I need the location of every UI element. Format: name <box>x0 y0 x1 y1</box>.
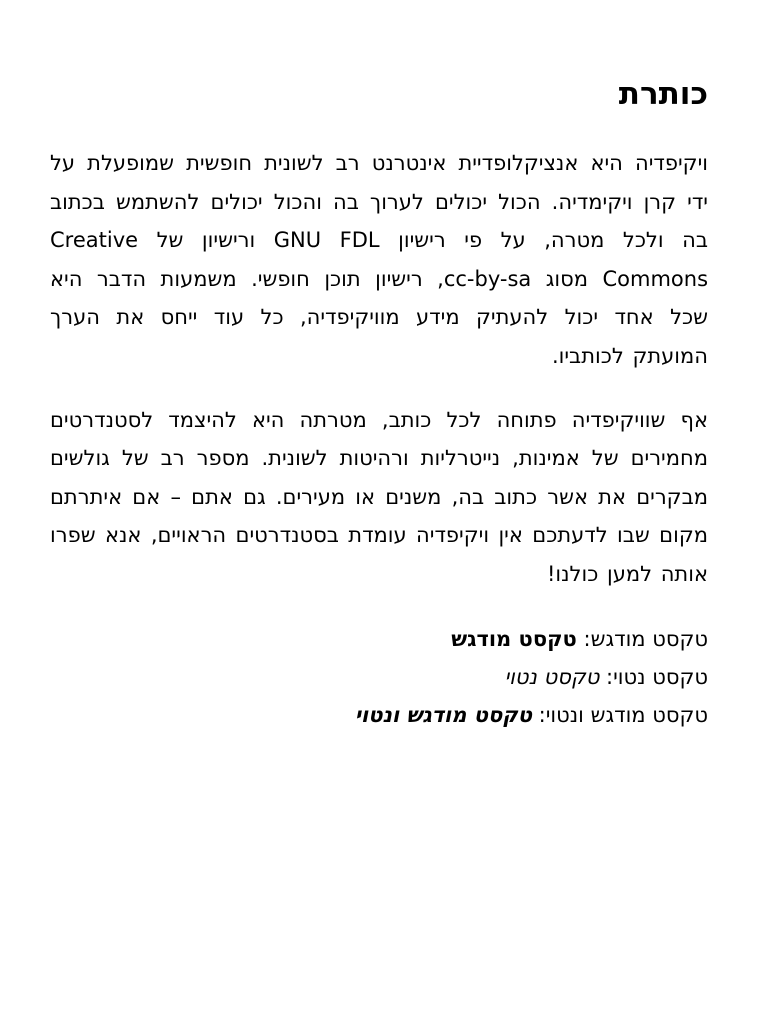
bold-italic-sample-label: טקסט מודגש ונטוי: <box>531 702 708 727</box>
bold-sample-line <box>50 620 708 658</box>
page-title: כותרת <box>618 76 708 112</box>
paragraph-intro: ויקיפדיה היא אנציקלופדיית אינטרנט רב לשונית חופשית שמופעלת על ידי קרן ויקימדיה. הכול יכולים לערוך בה והכול יכולים להשתמש בכתוב בה ולכל מטרה, על פי רישיון GNU FDL ורישיון של Creative Commons מסוג cc-by-sa, רישיון תוכן חופשי. משמעות הדבר היא שכל אחד יכול להעתיק מידע מוויקיפדיה, כל עוד ייחס את הערך המועתק לכותביו. <box>50 151 709 368</box>
italic-sample-text: טקסט נטוי <box>504 664 600 689</box>
bold-sample-label: טקסט מודגש: <box>576 626 708 651</box>
bold-sample-text: טקסט מודגש <box>451 626 577 651</box>
bold-italic-sample-text: טקסט מודגש ונטוי <box>354 702 532 727</box>
italic-sample-line <box>50 658 708 696</box>
italic-sample-label: טקסט נטוי: <box>599 664 708 689</box>
paragraph-standards: אף שוויקיפדיה פתוחה לכל כותב, מטרתה היא להיצמד לסטנדרטים מחמירים של אמינות, נייטרליות ורהיטות לשונית. מספר רב של גולשים מבקרים את אשר כתוב בה, משנים או מעירים. גם אתם – אם איתרתם מקום שבו לדעתכם אין ויקיפדיה עומדת בסטנדרטים הראויים, אנא שפרו אותה למען כולנו! <box>50 407 708 586</box>
formatting-samples <box>50 620 708 734</box>
document-page <box>50 72 708 734</box>
bold-italic-sample-line <box>50 696 708 734</box>
